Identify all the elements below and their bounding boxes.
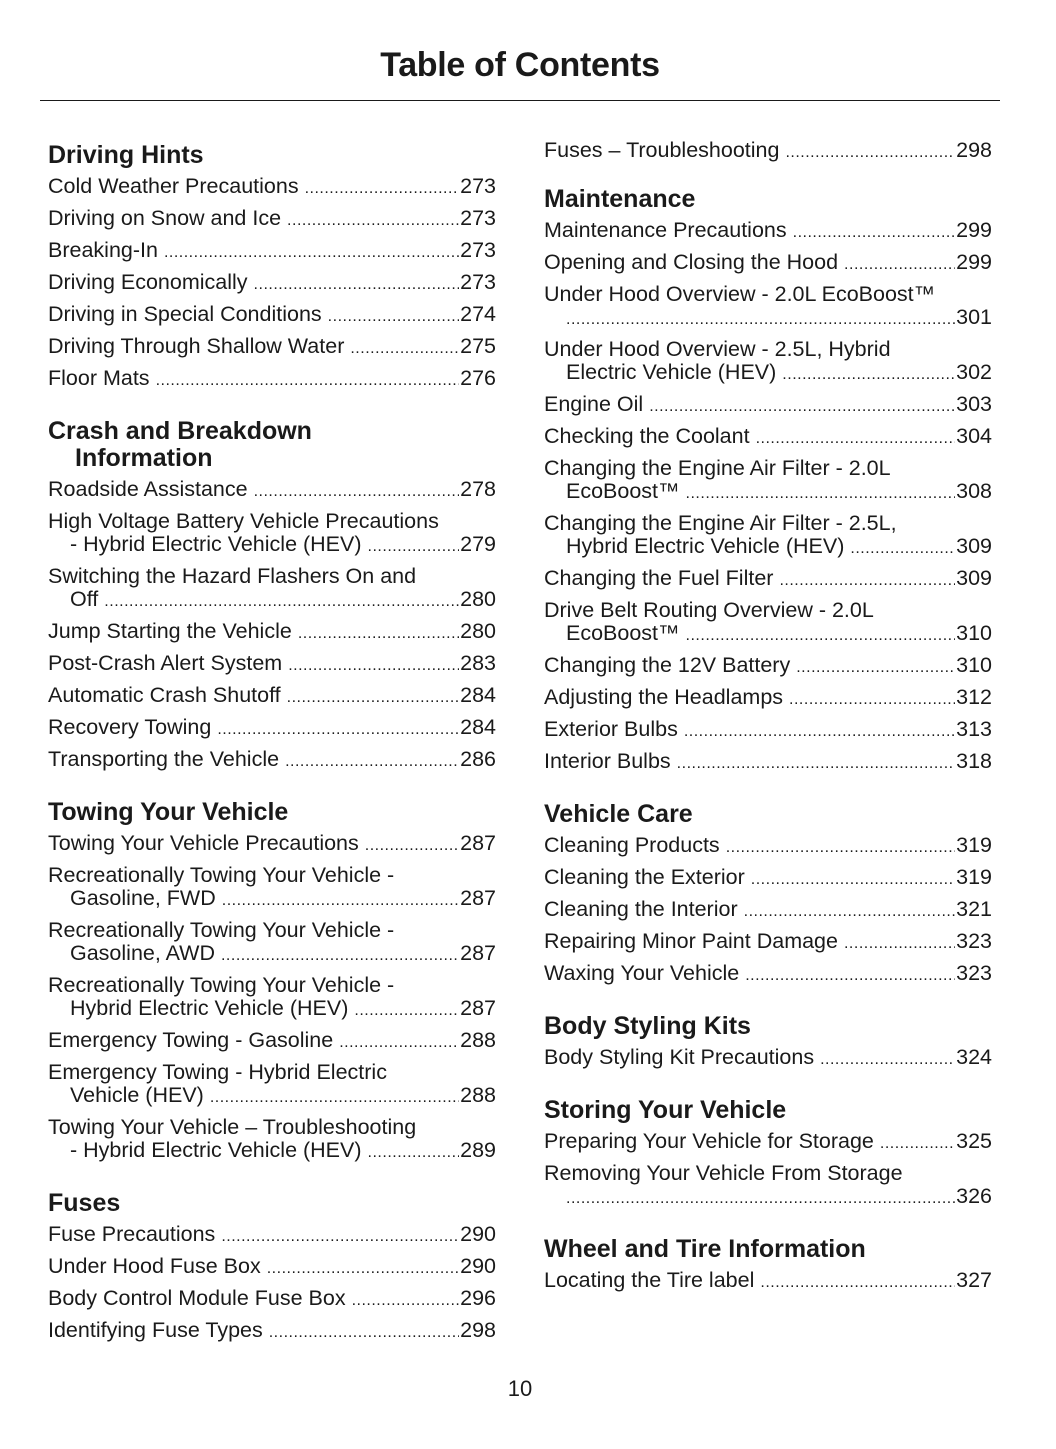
section-body-styling-kits (544, 1013, 992, 1071)
toc-entry-page: 313 (956, 717, 992, 741)
toc-entry-title-cont: Electric Vehicle (HEV) (566, 360, 777, 384)
toc-entry-title: Floor Mats (48, 366, 150, 390)
toc-entry-title-cont: - Hybrid Electric Vehicle (HEV) (70, 1138, 362, 1162)
toc-entry[interactable] (48, 919, 496, 967)
toc-entry[interactable] (48, 335, 496, 360)
toc-entry-row (48, 1255, 496, 1280)
toc-entry-page: 280 (460, 587, 496, 611)
section-storing (544, 1097, 992, 1210)
toc-entry-title: Emergency Towing - Hybrid Electric (48, 1060, 387, 1084)
toc-entry[interactable] (48, 864, 496, 912)
toc-entry-row (544, 898, 992, 923)
toc-entry[interactable] (48, 207, 496, 232)
toc-entry[interactable] (544, 834, 992, 859)
section-title-crash-breakdown (48, 418, 496, 472)
toc-entry-title: Cleaning Products (544, 833, 720, 857)
toc-entry[interactable] (48, 620, 496, 645)
toc-entry-page: 290 (460, 1222, 496, 1246)
toc-entry-page: 284 (460, 683, 496, 707)
toc-entry[interactable] (48, 1223, 496, 1248)
toc-entry[interactable] (544, 251, 992, 276)
section-title-storing: Storing Your Vehicle (544, 1096, 787, 1124)
toc-entry[interactable] (544, 1269, 992, 1294)
dot-leader (566, 306, 955, 331)
dot-leader (254, 271, 460, 296)
toc-entry[interactable] (48, 684, 496, 709)
toc-entry-page: 298 (956, 138, 992, 162)
toc-entry-page: 312 (956, 685, 992, 709)
toc-entry-page: 296 (460, 1286, 496, 1310)
toc-entry-title: Engine Oil (544, 392, 644, 416)
toc-entry-row (48, 239, 496, 264)
toc-entry[interactable] (48, 652, 496, 677)
dot-leader (726, 834, 955, 859)
dot-leader (350, 335, 459, 360)
toc-entry[interactable] (544, 930, 992, 955)
dot-leader (269, 1319, 459, 1344)
toc-entry-row (48, 942, 496, 967)
toc-entry-title: Fuse Precautions (48, 1222, 216, 1246)
toc-entry-title: Driving Through Shallow Water (48, 334, 345, 358)
dot-leader (221, 942, 459, 967)
toc-entry-row (544, 393, 992, 418)
toc-entry-row (48, 588, 496, 613)
toc-entry-row (544, 930, 992, 955)
dot-leader (686, 622, 956, 647)
toc-entry-page: 303 (956, 392, 992, 416)
section-wheel-tire (544, 1236, 992, 1294)
toc-entry[interactable] (48, 565, 496, 613)
toc-entry-page: 299 (956, 218, 992, 242)
toc-entry-row (544, 425, 992, 450)
toc-entry-title: Changing the 12V Battery (544, 653, 791, 677)
toc-entry-row (544, 962, 992, 987)
section-towing (48, 799, 496, 1164)
dot-leader (221, 1223, 459, 1248)
toc-entry-page: 279 (460, 532, 496, 556)
page-number: 10 (507, 1376, 533, 1401)
dot-leader (745, 962, 955, 987)
dot-leader (104, 588, 459, 613)
title-divider (40, 100, 1000, 101)
toc-entry-page: 278 (460, 477, 496, 501)
dot-leader (785, 139, 955, 164)
toc-entry-title-cont: - Hybrid Electric Vehicle (HEV) (70, 532, 362, 556)
section-title-driving-hints: Driving Hints (48, 141, 204, 169)
section-fuses-continued (544, 139, 992, 164)
toc-entry-title: Driving in Special Conditions (48, 302, 322, 326)
toc-entry-page: 327 (956, 1268, 992, 1292)
toc-entry-row (48, 887, 496, 912)
toc-entry[interactable] (48, 175, 496, 200)
dot-leader (288, 652, 459, 677)
toc-entry-title: Preparing Your Vehicle for Storage (544, 1129, 874, 1153)
dot-leader (210, 1084, 459, 1109)
section-title-wheel-tire: Wheel and Tire Information (544, 1235, 866, 1263)
toc-entry[interactable] (544, 1046, 992, 1071)
toc-entry-page: 304 (956, 424, 992, 448)
toc-entry[interactable] (544, 866, 992, 891)
toc-entry-page: 298 (460, 1318, 496, 1342)
toc-entry-page: 287 (460, 941, 496, 965)
toc-entry[interactable] (544, 1130, 992, 1155)
toc-entry-title: Opening and Closing the Hood (544, 250, 839, 274)
dot-leader (164, 239, 459, 264)
toc-entry-title: Towing Your Vehicle Precautions (48, 831, 359, 855)
dot-leader (789, 686, 955, 711)
toc-entry[interactable] (544, 393, 992, 418)
toc-entry-row (48, 716, 496, 741)
toc-entry[interactable] (544, 1162, 992, 1210)
toc-entry-page: 287 (460, 886, 496, 910)
toc-entry-page: 287 (460, 831, 496, 855)
toc-entry-row (48, 1223, 496, 1248)
toc-entry-title: Cleaning the Interior (544, 897, 738, 921)
toc-entry-title-cont: Gasoline, AWD (70, 941, 215, 965)
toc-entry[interactable] (48, 716, 496, 741)
toc-entry-title: Changing the Fuel Filter (544, 566, 774, 590)
dot-leader (285, 748, 459, 773)
toc-entry-title: High Voltage Battery Vehicle Precautions (48, 509, 439, 533)
toc-entry-row (544, 251, 992, 276)
toc-entry-title: Interior Bulbs (544, 749, 671, 773)
dot-leader (254, 478, 460, 503)
toc-entry-title: Automatic Crash Shutoff (48, 683, 281, 707)
toc-entry-row (544, 686, 992, 711)
toc-entry-row (48, 1139, 496, 1164)
toc-entry-page: 274 (460, 302, 496, 326)
section-driving-hints (48, 142, 496, 392)
toc-entry-page: 310 (956, 653, 992, 677)
toc-entry[interactable] (48, 1061, 496, 1109)
toc-entry-row (544, 750, 992, 775)
toc-entry[interactable] (544, 139, 992, 164)
dot-leader (684, 718, 955, 743)
toc-entry-page: 273 (460, 270, 496, 294)
toc-entry-page: 276 (460, 366, 496, 390)
toc-entry-row (544, 306, 992, 331)
toc-entry[interactable] (544, 425, 992, 450)
dot-leader (222, 887, 459, 912)
toc-entry-page: 273 (460, 238, 496, 262)
toc-entry-title: Recreationally Towing Your Vehicle - (48, 973, 395, 997)
toc-entry-page: 309 (956, 534, 992, 558)
toc-entry-row (48, 478, 496, 503)
toc-entry-title: Changing the Engine Air Filter - 2.5L, (544, 511, 897, 535)
toc-entry[interactable] (48, 1287, 496, 1312)
toc-entry-row (544, 219, 992, 244)
dot-leader (267, 1255, 459, 1280)
dot-leader (305, 175, 460, 200)
toc-entry-page: 273 (460, 206, 496, 230)
toc-entry-title: Driving Economically (48, 270, 248, 294)
toc-entry[interactable] (48, 748, 496, 773)
toc-entry-title: Body Styling Kit Precautions (544, 1045, 815, 1069)
dot-leader (820, 1046, 955, 1071)
section-title-fuses: Fuses (48, 1189, 121, 1217)
toc-entry-page: 288 (460, 1028, 496, 1052)
toc-entry-title: Jump Starting the Vehicle (48, 619, 292, 643)
dot-leader (880, 1130, 955, 1155)
toc-entry[interactable] (48, 1029, 496, 1054)
toc-entry-page: 288 (460, 1083, 496, 1107)
toc-entry-title: Body Control Module Fuse Box (48, 1286, 346, 1310)
toc-entry-page: 302 (956, 360, 992, 384)
dot-leader (793, 219, 956, 244)
toc-entry-row (48, 271, 496, 296)
toc-entry-page: 321 (956, 897, 992, 921)
toc-entry-title: Repairing Minor Paint Damage (544, 929, 838, 953)
toc-entry-page: 290 (460, 1254, 496, 1278)
toc-right-column (544, 139, 992, 1320)
toc-entry-page: 284 (460, 715, 496, 739)
section-title-towing: Towing Your Vehicle (48, 798, 289, 826)
toc-entry-row (48, 1084, 496, 1109)
dot-leader (298, 620, 459, 645)
toc-entry-title: Exterior Bulbs (544, 717, 678, 741)
toc-entry-page: 286 (460, 747, 496, 771)
toc-entry-title: Switching the Hazard Flashers On and (48, 564, 417, 588)
dot-leader (368, 1139, 460, 1164)
toc-entry-row (544, 834, 992, 859)
dot-leader (751, 866, 955, 891)
dot-leader (365, 832, 459, 857)
toc-entry-title: Maintenance Precautions (544, 218, 787, 242)
toc-entry-row (48, 1287, 496, 1312)
dot-leader (368, 533, 460, 558)
toc-left-column (48, 142, 496, 1370)
dot-leader (156, 367, 460, 392)
dot-leader (844, 930, 955, 955)
toc-entry-row (544, 1185, 992, 1210)
toc-entry-title: Emergency Towing - Gasoline (48, 1028, 334, 1052)
dot-leader (339, 1029, 459, 1054)
toc-entry[interactable] (48, 1319, 496, 1344)
toc-entry[interactable] (48, 510, 496, 558)
toc-entry-title: Drive Belt Routing Overview - 2.0L (544, 598, 874, 622)
toc-entry[interactable] (544, 962, 992, 987)
section-title-vehicle-care: Vehicle Care (544, 800, 693, 828)
toc-entry[interactable] (544, 512, 992, 560)
toc-entry-row (544, 361, 992, 386)
toc-entry-row (48, 1029, 496, 1054)
dot-leader (779, 567, 955, 592)
toc-entry[interactable] (544, 567, 992, 592)
toc-entry[interactable] (48, 1116, 496, 1164)
toc-entry-row (48, 620, 496, 645)
toc-entry-row (544, 567, 992, 592)
toc-entry-row (544, 1130, 992, 1155)
toc-entry-row (48, 207, 496, 232)
section-fuses (48, 1190, 496, 1344)
toc-entry-page: 287 (460, 996, 496, 1020)
dot-leader (649, 393, 955, 418)
toc-entry-title: Post-Crash Alert System (48, 651, 283, 675)
toc-entry-row (48, 997, 496, 1022)
dot-leader (328, 303, 459, 328)
section-title-line: Crash and Breakdown (48, 417, 312, 445)
toc-entry-title-cont: Hybrid Electric Vehicle (HEV) (70, 996, 349, 1020)
toc-entry-row (48, 175, 496, 200)
section-title-line: Information (75, 444, 213, 472)
toc-entry-title: Recreationally Towing Your Vehicle - (48, 918, 395, 942)
toc-entry[interactable] (544, 219, 992, 244)
toc-entry-title-cont: EcoBoost™ (566, 479, 680, 503)
toc-entry-title-cont: Vehicle (HEV) (70, 1083, 204, 1107)
toc-entry[interactable] (48, 478, 496, 503)
toc-entry[interactable] (48, 239, 496, 264)
toc-entry-title-cont: Gasoline, FWD (70, 886, 216, 910)
dot-leader (760, 1269, 955, 1294)
toc-entry-row (48, 832, 496, 857)
toc-entry-title: Recovery Towing (48, 715, 212, 739)
toc-entry-title: Transporting the Vehicle (48, 747, 280, 771)
toc-entry-page: 319 (956, 865, 992, 889)
toc-entry-title: Cleaning the Exterior (544, 865, 745, 889)
toc-entry-title: Breaking-In (48, 238, 158, 262)
toc-entry[interactable] (544, 898, 992, 923)
toc-entry-page: 324 (956, 1045, 992, 1069)
toc-entry-title: Waxing Your Vehicle (544, 961, 740, 985)
toc-entry-page: 310 (956, 621, 992, 645)
toc-entry[interactable] (544, 283, 992, 331)
toc-entry[interactable] (544, 599, 992, 647)
dot-leader (354, 997, 459, 1022)
section-title-body-styling-kits: Body Styling Kits (544, 1012, 751, 1040)
toc-entry-row (544, 1269, 992, 1294)
toc-entry[interactable] (48, 367, 496, 392)
section-title-maintenance: Maintenance (544, 185, 696, 213)
dot-leader (566, 1185, 955, 1210)
page-title: Table of Contents (380, 46, 660, 84)
toc-entry-page: 326 (956, 1184, 992, 1208)
toc-entry-row (544, 866, 992, 891)
toc-entry-row (48, 652, 496, 677)
toc-entry-title: Towing Your Vehicle – Troubleshooting (48, 1115, 417, 1139)
toc-entry-title: Fuses – Troubleshooting (544, 138, 780, 162)
toc-entry-page: 309 (956, 566, 992, 590)
toc-entry-page: 280 (460, 619, 496, 643)
dot-leader (850, 535, 955, 560)
section-vehicle-care (544, 801, 992, 987)
toc-entry[interactable] (48, 303, 496, 328)
toc-entry-page: 289 (460, 1138, 496, 1162)
toc-entry[interactable] (48, 974, 496, 1022)
dot-leader (677, 750, 955, 775)
toc-entry-row (544, 1046, 992, 1071)
toc-entry-title: Checking the Coolant (544, 424, 750, 448)
toc-entry-title-cont: EcoBoost™ (566, 621, 680, 645)
toc-entry[interactable] (544, 750, 992, 775)
toc-entry-title: Under Hood Overview - 2.0L EcoBoost™ (544, 282, 936, 306)
toc-entry-row (544, 718, 992, 743)
toc-entry-page: 318 (956, 749, 992, 773)
dot-leader (287, 684, 459, 709)
toc-entry-page: 275 (460, 334, 496, 358)
toc-entry-row (544, 654, 992, 679)
toc-entry-title: Removing Your Vehicle From Storage (544, 1161, 903, 1185)
toc-entry-row (48, 1319, 496, 1344)
dot-leader (844, 251, 955, 276)
toc-entry-title: Driving on Snow and Ice (48, 206, 282, 230)
dot-leader (287, 207, 459, 232)
toc-entry-row (544, 139, 992, 164)
toc-entry-page: 273 (460, 174, 496, 198)
toc-entry-row (544, 480, 992, 505)
toc-entry-title: Cold Weather Precautions (48, 174, 299, 198)
toc-entry-page: 323 (956, 929, 992, 953)
dot-leader (744, 898, 956, 923)
toc-entry-row (48, 748, 496, 773)
toc-entry-row (48, 303, 496, 328)
toc-entry-page: 308 (956, 479, 992, 503)
toc-entry-page: 319 (956, 833, 992, 857)
toc-entry-page: 299 (956, 250, 992, 274)
toc-entry-row (544, 535, 992, 560)
toc-entry-page: 283 (460, 651, 496, 675)
toc-entry[interactable] (544, 338, 992, 386)
section-maintenance (544, 186, 992, 775)
toc-entry-title: Adjusting the Headlamps (544, 685, 784, 709)
toc-entry-row (48, 335, 496, 360)
toc-entry-title: Roadside Assistance (48, 477, 248, 501)
toc-entry-row (48, 367, 496, 392)
toc-entry-title: Under Hood Fuse Box (48, 1254, 261, 1278)
toc-entry[interactable] (48, 832, 496, 857)
section-crash-breakdown (48, 418, 496, 773)
toc-entry-page: 325 (956, 1129, 992, 1153)
dot-leader (686, 480, 956, 505)
toc-entry-title-cont: Hybrid Electric Vehicle (HEV) (566, 534, 845, 558)
toc-entry-title: Identifying Fuse Types (48, 1318, 263, 1342)
toc-entry-title: Changing the Engine Air Filter - 2.0L (544, 456, 891, 480)
toc-entry-title-cont: Off (70, 587, 99, 611)
dot-leader (782, 361, 955, 386)
dot-leader (217, 716, 459, 741)
toc-entry[interactable] (48, 1255, 496, 1280)
toc-entry-title: Recreationally Towing Your Vehicle - (48, 863, 395, 887)
toc-entry[interactable] (544, 686, 992, 711)
toc-entry-title: Locating the Tire label (544, 1268, 755, 1292)
toc-entry[interactable] (544, 654, 992, 679)
toc-entry[interactable] (544, 457, 992, 505)
toc-entry[interactable] (48, 271, 496, 296)
toc-entry-row (48, 533, 496, 558)
toc-entry[interactable] (544, 718, 992, 743)
dot-leader (352, 1287, 460, 1312)
dot-leader (796, 654, 955, 679)
dot-leader (756, 425, 956, 450)
toc-entry-page: 323 (956, 961, 992, 985)
toc-entry-title: Under Hood Overview - 2.5L, Hybrid (544, 337, 891, 361)
toc-entry-row (544, 622, 992, 647)
toc-entry-page: 301 (956, 305, 992, 329)
toc-entry-row (48, 684, 496, 709)
